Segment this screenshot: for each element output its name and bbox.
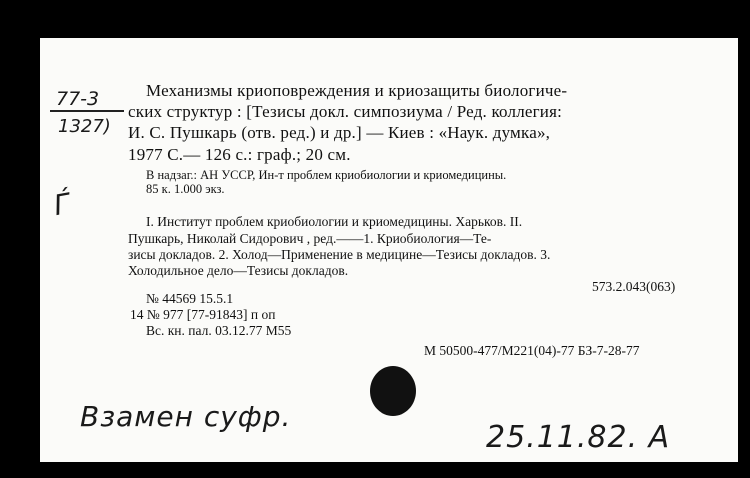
title-line-4: 1977 С.— 126 с.: граф.; 20 см. bbox=[128, 145, 351, 164]
ink-blot bbox=[370, 366, 416, 416]
udc-code: 573.2.043(063) bbox=[592, 279, 676, 294]
call-number-bottom: 1327) bbox=[58, 116, 111, 137]
reg-line-1: № 44569 15.5.1 bbox=[146, 291, 234, 306]
title-line-1: Механизмы криоповреждения и криозащиты биологиче- bbox=[146, 81, 568, 100]
title-line-2: ских структур : [Тезисы докл. симпозиума / Ред. коллегия: bbox=[128, 102, 563, 121]
catalog-code: М 50500-477/М221(04)-77 БЗ-7-28-77 bbox=[424, 343, 640, 358]
catalog-card bbox=[40, 38, 738, 462]
subject-line-4: Холодильное дело—Тезисы докладов. bbox=[128, 263, 349, 278]
call-number-divider bbox=[50, 110, 124, 112]
margin-mark: Ѓ bbox=[51, 186, 73, 223]
subject-line-1: I. Институт проблем криобиологии и криомедицины. Харьков. II. bbox=[146, 214, 523, 229]
handwritten-date: 25.11.82. А bbox=[486, 420, 671, 455]
handwritten-note: Взамен суфр. bbox=[80, 400, 292, 433]
reg-line-2: 14 № 977 [77-91843] п оп bbox=[130, 307, 276, 322]
imprint-line-1: В надзаг.: АН УССР, Ин-т проблем криобиологии и криомедицины. bbox=[146, 168, 507, 182]
reg-line-3: Вс. кн. пал. 03.12.77 М55 bbox=[146, 323, 292, 338]
subject-line-3: зисы докладов. 2. Холод—Применение в медицине—Тезисы докладов. 3. bbox=[128, 247, 551, 262]
title-line-3: И. С. Пушкарь (отв. ред.) и др.] — Киев : «Наук. думка», bbox=[128, 123, 551, 142]
subject-line-2: Пушкарь, Николай Сидорович , ред.——1. Криобиология—Те- bbox=[128, 231, 492, 246]
call-number-top: 77-3 bbox=[56, 88, 100, 110]
imprint-line-2: 85 к. 1.000 экз. bbox=[146, 182, 225, 196]
